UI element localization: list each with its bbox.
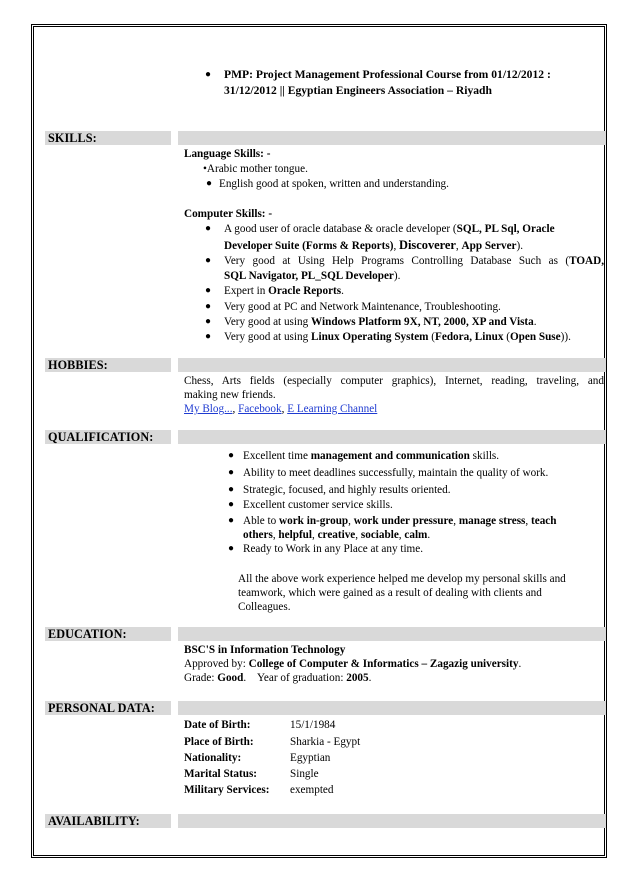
personal-label: Place of Birth: xyxy=(184,736,254,748)
section-bar-right xyxy=(178,358,606,372)
bullet-icon: ● xyxy=(228,467,235,478)
skills-heading: SKILLS: xyxy=(48,131,97,145)
bullet-icon: ● xyxy=(206,178,213,189)
e-learning-channel-link[interactable]: E Learning Channel xyxy=(287,403,378,415)
education-heading: EDUCATION: xyxy=(48,627,127,641)
qualification-summary-line-3: Colleagues. xyxy=(238,601,291,613)
computer-skill-1-line-1: A good user of oracle database & oracle developer (SQL, PL Sql, Oracle xyxy=(224,223,555,235)
personal-value: Sharkia - Egypt xyxy=(290,736,361,748)
qualification-item-5-line-1: Able to work in-group, work under pressure, manage stress, teach xyxy=(243,515,557,527)
section-bar-right xyxy=(178,131,606,145)
bullet-icon: ● xyxy=(205,223,212,234)
qualification-summary-line-2: teamwork, which were gained as a result of dealing with clients and xyxy=(238,587,542,599)
bullet-icon: ● xyxy=(228,450,235,461)
bullet-icon: ● xyxy=(205,331,212,342)
hobbies-links: My Blog..., Facebook, E Learning Channel xyxy=(184,403,378,415)
computer-skill-4: Very good at PC and Network Maintenance, Troubleshooting. xyxy=(224,301,501,313)
bullet-icon: ● xyxy=(228,484,235,495)
bullet-icon: ● xyxy=(205,255,212,266)
section-bar-right xyxy=(178,430,606,444)
personal-label: Military Services: xyxy=(184,784,270,796)
computer-skill-2-line-1: Very good at Using Help Programs Controlling Database Such as (TOAD, xyxy=(224,255,604,267)
language-item: •Arabic mother tongue. xyxy=(203,163,308,175)
qualification-item-6: Ready to Work in any Place at any time. xyxy=(243,543,424,555)
qualification-item-1: Excellent time management and communication skills. xyxy=(243,450,500,462)
qualification-heading: QUALIFICATION: xyxy=(48,430,154,444)
computer-skill-1-line-2: Developer Suite (Forms & Reports), Discoverer, App Server). xyxy=(224,238,524,252)
computer-skill-3: Expert in Oracle Reports. xyxy=(224,285,344,297)
bullet-icon: ● xyxy=(205,69,212,80)
education-degree: BSC'S in Information Technology xyxy=(184,644,346,656)
qualification-item-3: Strategic, focused, and highly results oriented. xyxy=(243,484,451,496)
personal-data-heading: PERSONAL DATA: xyxy=(48,701,155,715)
facebook-link[interactable]: Facebook xyxy=(238,403,282,415)
bullet-icon: ● xyxy=(205,285,212,296)
section-bar-right xyxy=(178,627,606,641)
education-grade: Grade: Good. Year of graduation: 2005. xyxy=(184,672,372,684)
bullet-icon: ● xyxy=(205,301,212,312)
education-approved-by: Approved by: College of Computer & Informatics – Zagazig university. xyxy=(184,658,522,670)
personal-value: 15/1/1984 xyxy=(290,719,336,731)
computer-skill-6: Very good at using Linux Operating System (Fedora, Linux (Open Suse)). xyxy=(224,331,571,343)
my-blog-link[interactable]: My Blog... xyxy=(184,403,233,415)
personal-value: exempted xyxy=(290,784,334,796)
hobbies-line-2: making new friends. xyxy=(184,389,276,401)
pmp-line-2: 31/12/2012 || Egyptian Engineers Association – Riyadh xyxy=(224,84,492,97)
qualification-item-5-line-2: others, helpful, creative, sociable, calm. xyxy=(243,529,431,541)
pmp-line-1: PMP: Project Management Professional Course from 01/12/2012 : xyxy=(224,68,551,81)
personal-value: Single xyxy=(290,768,319,780)
computer-skill-5: Very good at using Windows Platform 9X, NT, 2000, XP and Vista. xyxy=(224,316,537,328)
qualification-item-2: Ability to meet deadlines successfully, maintain the quality of work. xyxy=(243,467,549,479)
computer-skills-title: Computer Skills: - xyxy=(184,208,273,220)
hobbies-line-1: Chess, Arts fields (especially computer graphics), Internet, reading, traveling, and xyxy=(184,375,604,387)
bullet-icon: ● xyxy=(228,499,235,510)
qualification-item-4: Excellent customer service skills. xyxy=(243,499,393,511)
personal-label: Date of Birth: xyxy=(184,719,251,731)
section-bar-right xyxy=(178,814,606,828)
bullet-icon: ● xyxy=(228,515,235,526)
section-bar-right xyxy=(178,701,606,715)
availability-heading: AVAILABILITY: xyxy=(48,814,140,828)
hobbies-heading: HOBBIES: xyxy=(48,358,108,372)
personal-value: Egyptian xyxy=(290,752,331,764)
personal-label: Nationality: xyxy=(184,752,242,764)
computer-skill-2-line-2: SQL Navigator, PL_SQL Developer). xyxy=(224,270,401,282)
qualification-summary-line-1: All the above work experience helped me develop my personal skills and xyxy=(238,573,566,585)
bullet-icon: ● xyxy=(228,543,235,554)
language-item: English good at spoken, written and understanding. xyxy=(219,178,449,190)
language-skills-title: Language Skills: - xyxy=(184,148,271,160)
bullet-icon: ● xyxy=(205,316,212,327)
personal-label: Marital Status: xyxy=(184,768,258,780)
